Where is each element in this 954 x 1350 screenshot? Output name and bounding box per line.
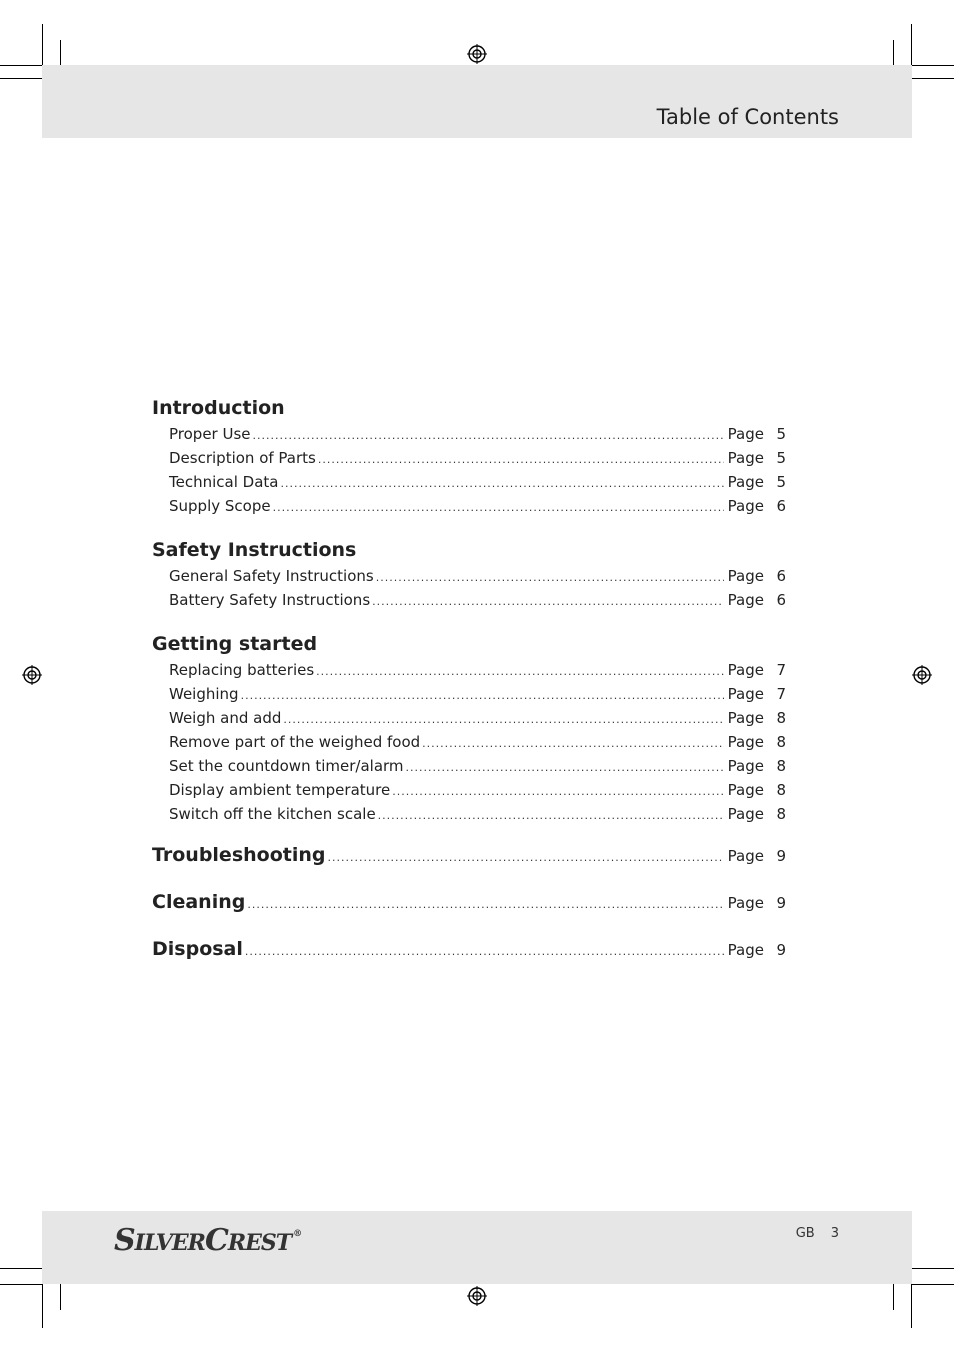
crop-mark (42, 1284, 43, 1328)
language-code: GB (795, 1226, 815, 1241)
page-number: 7 (776, 685, 786, 703)
toc-entry-label: Set the countdown timer/alarm (169, 757, 404, 775)
toc-entry-label: Weigh and add (169, 709, 282, 727)
page-word: Page (727, 591, 764, 609)
toc-entry[interactable] (152, 707, 786, 731)
leader-dots (318, 449, 724, 471)
table-of-contents (152, 395, 786, 974)
registration-mark-icon (467, 44, 487, 64)
toc-entry-label: Battery Safety Instructions (169, 591, 371, 609)
registration-mark-icon (467, 1286, 487, 1306)
leader-dots (273, 497, 724, 519)
footer-band (42, 1211, 912, 1284)
page-number: 7 (776, 661, 786, 679)
toc-entry[interactable] (152, 565, 786, 589)
page-number: 9 (776, 847, 786, 865)
toc-entry[interactable] (152, 589, 786, 613)
crop-mark (60, 1282, 61, 1310)
footer-page-info (780, 1226, 839, 1241)
toc-entry-troubleshooting[interactable] (152, 833, 786, 880)
page-number: 9 (776, 941, 786, 959)
page-number: 5 (776, 425, 786, 443)
page-number: 8 (776, 733, 786, 751)
leader-dots (245, 930, 724, 974)
page-word: Page (727, 894, 764, 912)
crop-mark (42, 24, 43, 68)
toc-entry-label: Disposal (152, 938, 243, 960)
leader-dots (283, 709, 723, 731)
crop-mark (912, 1284, 954, 1285)
page-word: Page (727, 709, 764, 727)
page-word: Page (727, 757, 764, 775)
toc-entry-label: Description of Parts (169, 449, 316, 467)
page-word: Page (727, 941, 764, 959)
toc-section-getting-started (152, 631, 786, 827)
leader-dots (392, 781, 723, 803)
toc-section-safety-instructions (152, 537, 786, 613)
toc-entry[interactable] (152, 731, 786, 755)
leader-dots (316, 661, 724, 683)
leader-dots (253, 425, 724, 447)
toc-entry-label: General Safety Instructions (169, 567, 374, 585)
leader-dots (247, 883, 723, 927)
toc-entry-label: Display ambient temperature (169, 781, 391, 799)
leader-dots (372, 591, 724, 613)
registration-mark-icon (912, 665, 932, 685)
page-number: 5 (776, 473, 786, 491)
page-number: 6 (776, 497, 786, 515)
toc-entry-label: Supply Scope (169, 497, 271, 515)
toc-entry[interactable] (152, 755, 786, 779)
leader-dots (406, 757, 724, 779)
leader-dots (241, 685, 724, 707)
silvercrest-logo: SILVERCREST ® (114, 1223, 302, 1258)
leader-dots (328, 836, 724, 880)
leader-dots (376, 567, 724, 589)
crop-mark (0, 1284, 42, 1285)
toc-entry-label: Remove part of the weighed food (169, 733, 421, 751)
toc-entry-disposal[interactable] (152, 927, 786, 974)
crop-mark (912, 65, 954, 66)
toc-entry-label: Troubleshooting (152, 844, 326, 866)
page-word: Page (727, 805, 764, 823)
page-number: 5 (776, 449, 786, 467)
crop-mark (0, 65, 42, 66)
toc-entry-label: Weighing (169, 685, 239, 703)
toc-section-introduction (152, 395, 786, 519)
leader-dots (422, 733, 724, 755)
section-title: Safety Instructions (152, 539, 357, 561)
toc-entry[interactable] (152, 803, 786, 827)
page-number: 8 (776, 709, 786, 727)
crop-mark (912, 1268, 954, 1269)
crop-mark (912, 78, 954, 79)
page-word: Page (727, 497, 764, 515)
page-word: Page (727, 473, 764, 491)
toc-entry-label: Proper Use (169, 425, 251, 443)
crop-mark (0, 1268, 42, 1269)
crop-mark (893, 1282, 894, 1310)
page-number: 8 (776, 781, 786, 799)
page-number: 6 (776, 591, 786, 609)
toc-entry[interactable] (152, 659, 786, 683)
toc-entry-label: Switch off the kitchen scale (169, 805, 376, 823)
page-word: Page (727, 661, 764, 679)
toc-entry[interactable] (152, 447, 786, 471)
toc-entry[interactable] (152, 683, 786, 707)
page-word: Page (727, 733, 764, 751)
toc-entry-label: Replacing batteries (169, 661, 315, 679)
page-word: Page (727, 781, 764, 799)
leader-dots (280, 473, 723, 495)
page-number: 8 (776, 757, 786, 775)
toc-entry[interactable] (152, 779, 786, 803)
page-number: 9 (776, 894, 786, 912)
crop-mark (0, 78, 42, 79)
leader-dots (378, 805, 724, 827)
crop-mark (911, 24, 912, 68)
page-number: 3 (830, 1226, 839, 1241)
toc-entry[interactable] (152, 495, 786, 519)
page-number: 8 (776, 805, 786, 823)
registration-mark-icon (22, 665, 42, 685)
crop-mark (911, 1284, 912, 1328)
toc-entry-cleaning[interactable] (152, 880, 786, 927)
toc-entry-label: Technical Data (169, 473, 279, 491)
toc-entry[interactable] (152, 471, 786, 495)
header-band (42, 65, 912, 138)
page-word: Page (727, 567, 764, 585)
page-title: Table of Contents (656, 105, 839, 129)
page-word: Page (727, 685, 764, 703)
page-word: Page (727, 425, 764, 443)
toc-entry-label: Cleaning (152, 891, 246, 913)
page-number: 6 (776, 567, 786, 585)
page-word: Page (727, 449, 764, 467)
toc-entry[interactable] (152, 423, 786, 447)
section-title: Getting started (152, 633, 318, 655)
section-title: Introduction (152, 397, 285, 419)
page-word: Page (727, 847, 764, 865)
